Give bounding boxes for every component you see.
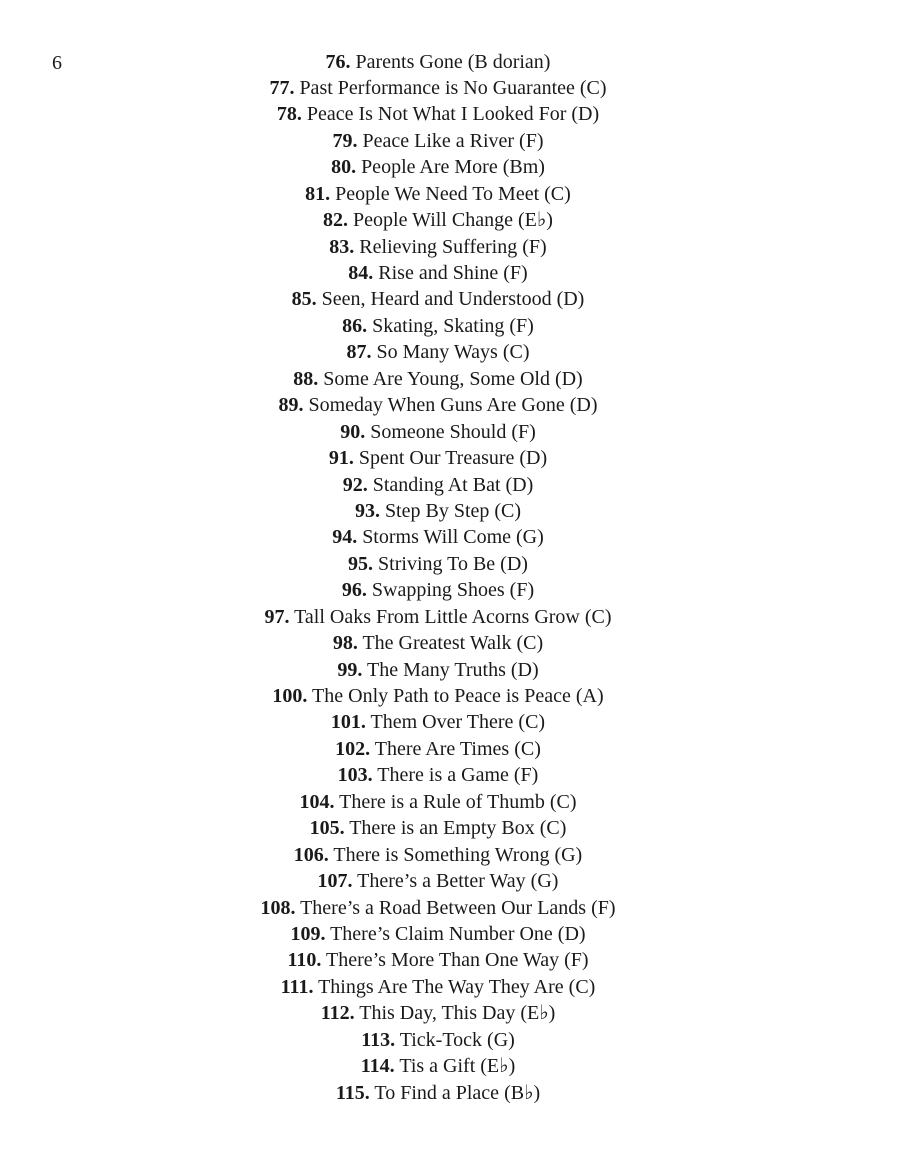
song-entry <box>0 313 876 339</box>
song-title: Standing At Bat (D) <box>372 473 534 496</box>
song-entry <box>0 921 876 947</box>
song-number: 93. <box>354 499 380 522</box>
song-entry <box>0 709 876 735</box>
song-title: This Day, This Day (E♭) <box>359 1002 556 1025</box>
song-entry <box>0 181 876 207</box>
song-entry <box>0 207 876 233</box>
song-title: Some Are Young, Some Old (D) <box>323 367 583 390</box>
song-entry <box>0 101 876 127</box>
song-number: 97. <box>264 605 290 628</box>
song-title: People Are More (Bm) <box>361 156 545 179</box>
song-title: Peace Like a River (F) <box>362 129 544 152</box>
song-title: Step By Step (C) <box>384 499 522 522</box>
song-number: 83. <box>329 235 355 258</box>
song-title: Swapping Shoes (F) <box>371 579 535 602</box>
song-entry <box>0 1000 876 1026</box>
song-entry <box>0 128 876 154</box>
song-entry <box>0 630 876 656</box>
song-number: 81. <box>305 182 331 205</box>
song-title: Storms Will Come (G) <box>362 526 544 549</box>
song-number: 102. <box>335 737 371 760</box>
song-number: 110. <box>287 949 322 972</box>
song-entry <box>0 75 876 101</box>
song-entry <box>0 260 876 286</box>
song-number: 77. <box>269 76 295 99</box>
song-entry <box>0 736 876 762</box>
song-entry <box>0 683 876 709</box>
song-entry <box>0 842 876 868</box>
song-title: Relieving Suffering (F) <box>359 235 547 258</box>
song-entry <box>0 234 876 260</box>
song-title: The Many Truths (D) <box>366 658 539 681</box>
song-title: Peace Is Not What I Looked For (D) <box>306 103 600 126</box>
song-title: There’s a Better Way (G) <box>357 870 559 893</box>
song-title: Tall Oaks From Little Acorns Grow (C) <box>294 605 612 628</box>
song-entry <box>0 472 876 498</box>
song-entry <box>0 445 876 471</box>
song-title: The Greatest Walk (C) <box>362 632 544 655</box>
song-title: Them Over There (C) <box>370 711 546 734</box>
song-number: 112. <box>320 1002 355 1025</box>
song-number: 114. <box>360 1055 395 1078</box>
song-title: Spent Our Treasure (D) <box>358 447 548 470</box>
song-title: There is a Rule of Thumb (C) <box>339 790 577 813</box>
song-entry <box>0 1053 876 1079</box>
song-entry <box>0 577 876 603</box>
song-number: 107. <box>317 870 353 893</box>
song-title: Past Performance is No Guarantee (C) <box>299 76 607 99</box>
song-title: Skating, Skating (F) <box>372 314 534 337</box>
song-title: There’s More Than One Way (F) <box>325 949 589 972</box>
song-title: There is Something Wrong (G) <box>333 843 583 866</box>
song-title: To Find a Place (B♭) <box>374 1081 541 1104</box>
song-entry <box>0 815 876 841</box>
song-number: 103. <box>337 764 373 787</box>
song-entry <box>0 49 876 75</box>
song-number: 109. <box>290 922 326 945</box>
song-title: There is an Empty Box (C) <box>349 817 567 840</box>
song-number: 94. <box>332 526 358 549</box>
song-number: 79. <box>332 129 358 152</box>
song-title: There’s a Road Between Our Lands (F) <box>300 896 616 919</box>
song-entry <box>0 1027 876 1053</box>
song-number: 88. <box>293 367 319 390</box>
song-number: 80. <box>331 156 357 179</box>
song-title: Tick-Tock (G) <box>399 1028 515 1051</box>
song-number: 82. <box>323 209 349 232</box>
song-title: People We Need To Meet (C) <box>335 182 571 205</box>
song-number: 113. <box>361 1028 396 1051</box>
song-number: 84. <box>348 262 374 284</box>
song-title: Parents Gone (B dorian) <box>355 50 551 73</box>
song-title: Seen, Heard and Understood (D) <box>321 288 585 311</box>
song-entry <box>0 762 876 788</box>
song-entry <box>0 789 876 815</box>
song-number: 96. <box>341 579 367 602</box>
song-entry <box>0 339 876 365</box>
song-number: 87. <box>346 341 372 364</box>
song-number: 76. <box>325 50 351 73</box>
song-number: 78. <box>276 103 302 126</box>
song-number: 106. <box>293 843 329 866</box>
song-title: Someday When Guns Are Gone (D) <box>308 394 598 417</box>
song-number: 100. <box>272 685 308 707</box>
song-title: Tis a Gift (E♭) <box>399 1055 516 1078</box>
song-title: The Only Path to Peace is Peace (A) <box>312 685 604 707</box>
song-entry <box>0 868 876 894</box>
song-entry <box>0 419 876 445</box>
song-number: 92. <box>342 473 368 496</box>
song-title: There Are Times (C) <box>374 737 541 760</box>
song-title: Someone Should (F) <box>370 420 536 443</box>
song-number: 98. <box>332 632 358 655</box>
song-number: 86. <box>342 314 368 337</box>
song-entry <box>0 1080 876 1106</box>
song-entry <box>0 895 876 921</box>
song-number: 95. <box>348 552 374 575</box>
page-number: 6 <box>52 52 62 74</box>
song-number: 105. <box>309 817 345 840</box>
song-list <box>0 49 876 1107</box>
song-title: Rise and Shine (F) <box>378 262 528 284</box>
song-number: 104. <box>299 790 335 813</box>
song-number: 90. <box>340 420 366 443</box>
song-title: Striving To Be (D) <box>378 552 528 575</box>
song-entry <box>0 392 876 418</box>
song-number: 115. <box>335 1081 370 1104</box>
song-number: 111. <box>280 975 314 998</box>
song-title: People Will Change (E♭) <box>353 209 553 232</box>
song-entry <box>0 366 876 392</box>
song-entry <box>0 286 876 312</box>
song-number: 91. <box>328 447 354 470</box>
song-entry <box>0 154 876 180</box>
song-entry <box>0 974 876 1000</box>
song-entry <box>0 524 876 550</box>
song-number: 89. <box>278 394 304 417</box>
song-title: There’s Claim Number One (D) <box>330 922 586 945</box>
song-title: Things Are The Way They Are (C) <box>318 975 596 998</box>
song-number: 85. <box>291 288 317 311</box>
song-entry <box>0 657 876 683</box>
song-entry <box>0 604 876 630</box>
song-title: So Many Ways (C) <box>376 341 530 364</box>
song-title: There is a Game (F) <box>377 764 539 787</box>
song-entry <box>0 947 876 973</box>
song-entry <box>0 498 876 524</box>
song-number: 108. <box>260 896 296 919</box>
song-number: 101. <box>330 711 366 734</box>
song-entry <box>0 551 876 577</box>
song-number: 99. <box>337 658 363 681</box>
